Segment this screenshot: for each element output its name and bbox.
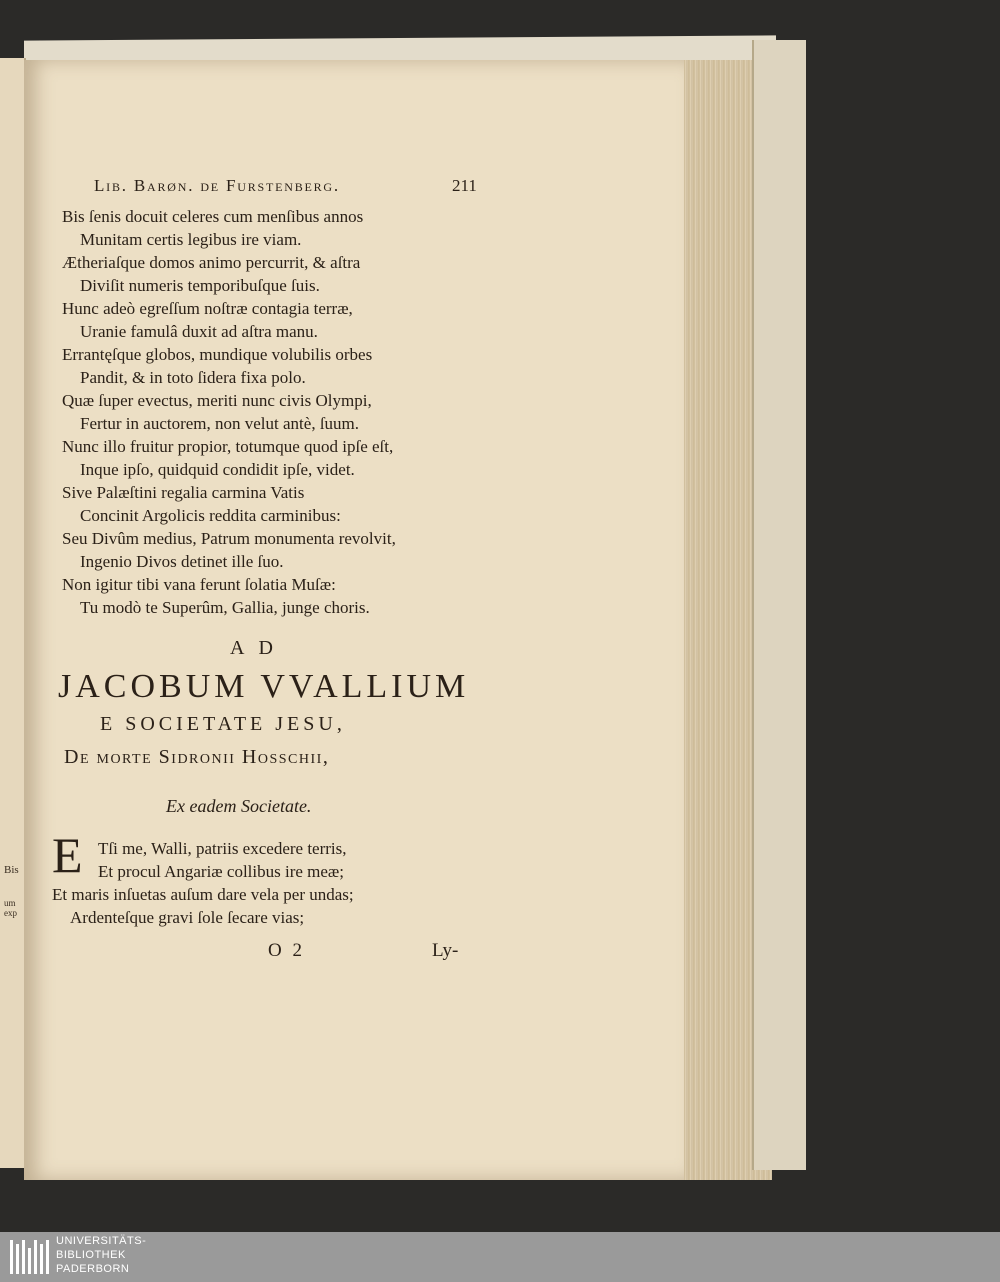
verse-line: Tſi me, Walli, patriis excedere terris, — [98, 839, 347, 858]
drop-cap: E — [52, 827, 83, 883]
verse-line: Errantęſque globos, mundique volubilis orbes — [62, 345, 373, 364]
running-head: Lib. Barøn. de Furstenberg. — [94, 176, 340, 195]
verse-line: Inque ipſo, quidquid condidit ipſe, videt. — [80, 460, 355, 479]
heading-italic-note: Ex eadem Societate. — [166, 796, 312, 816]
verse-line: Diviſit numeris temporibuſque ſuis. — [80, 276, 320, 295]
verse-line: Munitam certis legibus ire viam. — [80, 230, 302, 249]
signature-mark: O 2 — [268, 940, 305, 961]
verse-line: Sive Palæſtini regalia carmina Vatis — [62, 483, 305, 502]
heading-subject: De morte Sidronii Hosschii, — [64, 746, 330, 768]
verse-line: Hunc adeò egreſſum noſtræ contagia terræ, — [62, 299, 353, 318]
library-name-line: BIBLIOTHEK — [56, 1249, 126, 1261]
verse-line: Bis ſenis docuit celeres cum menſibus annos — [62, 207, 364, 226]
library-footer — [0, 1232, 1000, 1282]
verse-line: Fertur in auctorem, non velut antè, ſuum. — [80, 414, 360, 433]
heading-addressee: JACOBUM VVALLIUM — [58, 668, 470, 705]
heading-society: E SOCIETATE JESU, — [100, 713, 346, 735]
left-page-fragment: Bis — [4, 864, 19, 876]
verse-line: Ætheriaſque domos animo percurrit, & aſtra — [62, 253, 361, 272]
vellum-binding — [752, 40, 806, 1170]
verse-line: Et procul Angariæ collibus ire meæ; — [98, 862, 344, 881]
catchword: Ly- — [432, 940, 459, 961]
verse-line: Et maris inſuetas auſum dare vela per undas; — [52, 885, 354, 904]
verse-line: Quæ ſuper evectus, meriti nunc civis Olympi, — [62, 391, 372, 410]
library-name-line: UNIVERSITÄTS- — [56, 1235, 147, 1247]
left-page-margin — [0, 58, 26, 1168]
library-name-line: PADERBORN — [56, 1263, 130, 1275]
heading-ad: AD — [230, 637, 287, 659]
verse-line: Ardenteſque gravi ſole ſecare vias; — [70, 908, 305, 927]
verse-line: Concinit Argolicis reddita carminibus: — [80, 506, 341, 525]
verse-line: Uranie famulâ duxit ad aſtra manu. — [80, 322, 318, 341]
verse-line: Seu Divûm medius, Patrum monumenta revolvit, — [62, 529, 396, 548]
verse-line: Tu modò te Superûm, Gallia, junge choris. — [80, 598, 370, 617]
verse-line: Nunc illo fruitur propior, totumque quod ipſe eſt, — [62, 437, 394, 456]
verse-line: Ingenio Divos detinet ille ſuo. — [80, 552, 284, 571]
library-logo-icon — [8, 1236, 52, 1278]
verse-line: Non igitur tibi vana ferunt ſolatia Muſæ: — [62, 575, 336, 594]
left-page-fragment: um exp — [4, 898, 17, 918]
folio-number: 211 — [452, 176, 477, 195]
verse-line: Pandit, & in toto ſidera fixa polo. — [80, 368, 306, 387]
